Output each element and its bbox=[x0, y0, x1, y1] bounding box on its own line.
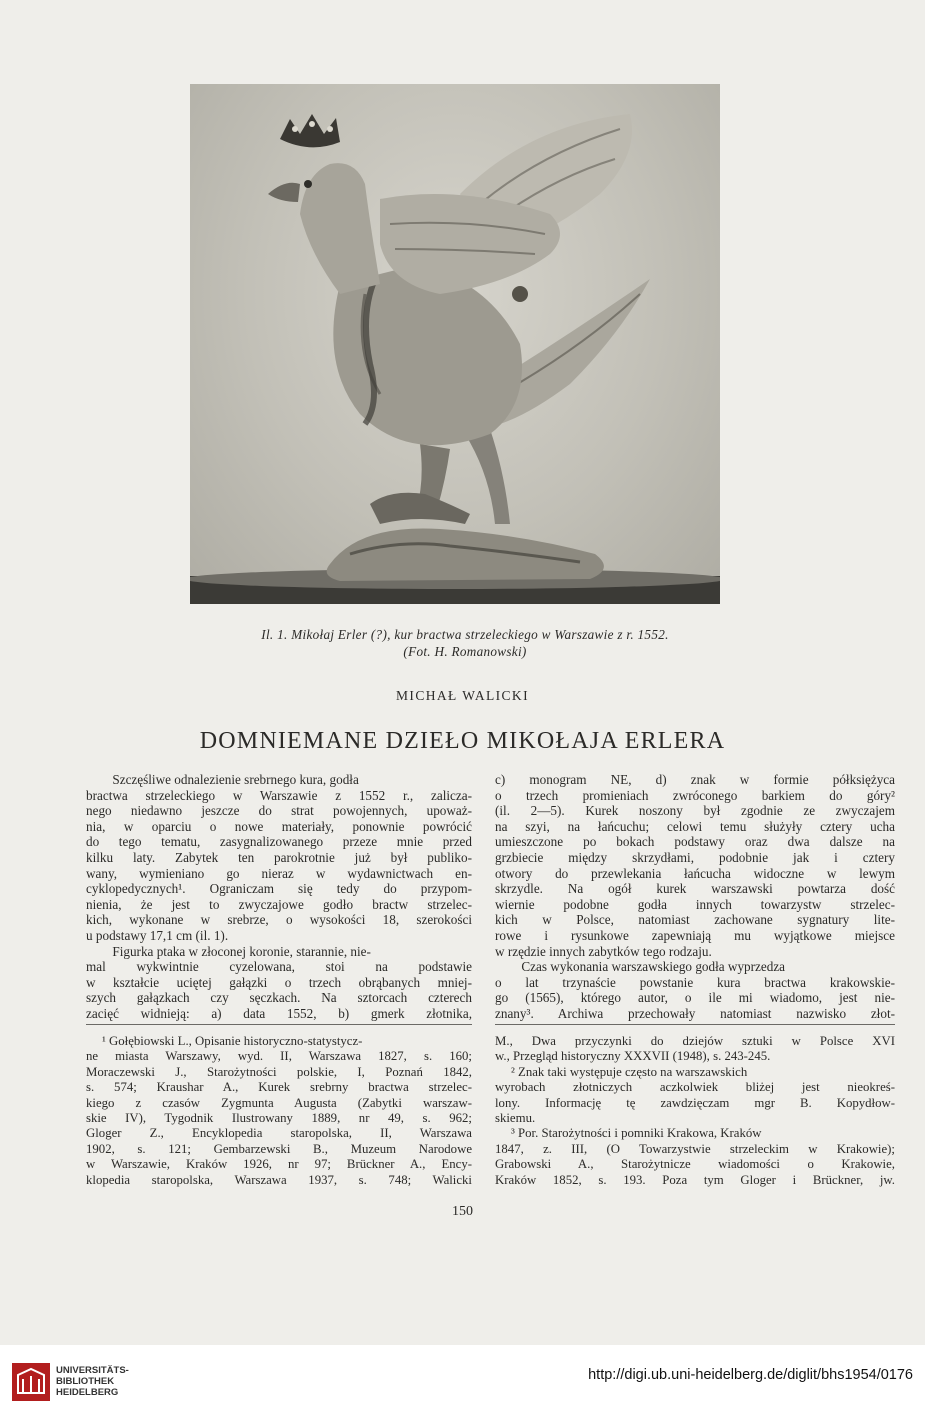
body-column-right bbox=[495, 772, 895, 1022]
figure-caption-line-1: Il. 1. Mikołaj Erler (?), kur bractwa strzeleckiego w Warszawie z r. 1552. bbox=[261, 627, 669, 642]
text-line: na szyi, na łańcuchu; celowi temu służyły cztery ucha bbox=[495, 818, 895, 834]
text-line: rowe i rysunkowe zapewniają mu wyjątkowe miejsce bbox=[495, 927, 895, 943]
article-title: DOMNIEMANE DZIEŁO MIKOŁAJA ERLERA bbox=[199, 728, 726, 754]
footnote-line: lony. Informację tę zawdzięczam mgr B. Kopydłow- bbox=[495, 1095, 895, 1110]
footnote-line: kiego z czasów Zygmunta Augusta (Zabytki warszaw- bbox=[86, 1095, 472, 1110]
text-line: Figurka ptaka w złoconej koronie, starannie, nie- bbox=[86, 943, 371, 959]
footnote-line: Gloger Z., Encyklopedia staropolska, II, Warszawa bbox=[86, 1126, 472, 1141]
library-footer bbox=[0, 1345, 925, 1420]
footnote-rule-right bbox=[495, 1024, 895, 1025]
footnote-line: Kraków 1852, s. 193. Poza tym Gloger i Brückner, jw. bbox=[495, 1172, 895, 1187]
text-line: otwory do przewlekania łańcucha widoczne w lewym bbox=[495, 865, 895, 881]
text-line: kich w Polsce, natomiast zachowane sygnatury lite- bbox=[495, 912, 895, 928]
footnote-line: Grabowski A., Starożytnicze wiadomości o Krakowie, bbox=[495, 1157, 895, 1172]
text-line: nia, w oparciu o nowe materiały, ponownie powrócić bbox=[86, 818, 472, 834]
library-name-line-1: UNIVERSITÄTS- bbox=[56, 1365, 129, 1376]
text-line: wiernie podobne godła innych towarzystw strzelec- bbox=[495, 896, 895, 912]
footnote-line: skie IV), Tygodnik Ilustrowany 1889, nr 49, s. 962; bbox=[86, 1111, 472, 1126]
text-line: grzbiecie między skrzydłami, podobnie jak i cztery bbox=[495, 849, 895, 865]
text-line: mal wykwintnie cyzelowana, stoi na podstawie bbox=[86, 959, 472, 975]
text-line: bractwa strzeleckiego w Warszawie z 1552 r., zalicza- bbox=[86, 787, 472, 803]
footnote-line: w Warszawie, Kraków 1926, nr 97; Brückner A., Ency- bbox=[86, 1157, 472, 1172]
footnote-line: 1902, s. 121; Gembarzewski B., Muzeum Narodowe bbox=[86, 1141, 472, 1156]
footnote-line: ¹ Gołębiowski L., Opisanie historyczno-statystycz- bbox=[86, 1034, 363, 1048]
footnote-line: ³ Por. Starożytności i pomniki Krakowa, Kraków bbox=[495, 1126, 762, 1141]
text-line: c) monogram NE, d) znak w formie półksiężyca bbox=[495, 772, 895, 787]
text-line: o lat trzynaście powstanie kura bractwa krakowskie- bbox=[495, 974, 895, 990]
footnote-line: ² Znak taki występuje często na warszawskich bbox=[495, 1064, 748, 1079]
library-name bbox=[56, 1365, 129, 1398]
text-line: (il. 2—5). Kurek noszony był zgodnie ze zwyczajem bbox=[495, 803, 895, 819]
footnote-line: wyrobach złotniczych aczkolwiek bliżej jest nieokreś- bbox=[495, 1080, 895, 1095]
text-line: nego niedawno jeszcze do strat powojennych, upoważ- bbox=[86, 803, 472, 819]
article-author: MICHAŁ WALICKI bbox=[396, 688, 529, 703]
footnote-line: M., Dwa przyczynki do dziejów sztuki w Polsce XVI bbox=[495, 1034, 895, 1048]
library-name-line-3: HEIDELBERG bbox=[56, 1387, 119, 1398]
footnote-line: 1847, z. III, (O Towarzystwie strzeleckim w Krakowie); bbox=[495, 1141, 895, 1156]
text-line: o trzech promieniach zwróconego barkiem do góry² bbox=[495, 787, 895, 803]
text-line: nienia, że jest to zwyczajowe godło bractw strzelec- bbox=[86, 896, 472, 912]
text-line: go (1565), którego autor, o ile mi wiadomo, jest nie- bbox=[495, 990, 895, 1006]
text-line: cyklopedycznych¹. Ograniczam się tedy do przypom- bbox=[86, 881, 472, 897]
footnote-line: ne miasta Warszawy, wyd. II, Warszawa 1827, s. 160; bbox=[86, 1049, 472, 1064]
footnote-line: klopedia staropolska, Warszawa 1937, s. 748; Walicki bbox=[86, 1172, 472, 1187]
text-line: kilku laty. Zabytek ten parokrotnie już był publiko- bbox=[86, 849, 472, 865]
footnote-line: w., Przegląd historyczny XXXVII (1948), s. 243-245. bbox=[495, 1049, 771, 1064]
text-line: u podstawy 17,1 cm (il. 1). bbox=[86, 927, 229, 943]
source-url-link[interactable]: http://digi.ub.uni-heidelberg.de/diglit/bhs1954/0176 bbox=[588, 1367, 913, 1383]
footnotes-right bbox=[495, 1034, 895, 1188]
figure-photo-silver-rooster bbox=[190, 84, 720, 604]
footnotes-left bbox=[86, 1034, 472, 1188]
text-line: w kształcie uciętej gałązki o trzech obrąbanych mniej- bbox=[86, 974, 472, 990]
library-name-line-2: BIBLIOTHEK bbox=[56, 1376, 115, 1387]
library-logo-icon bbox=[12, 1363, 50, 1401]
footnote-line: skiemu. bbox=[495, 1111, 536, 1126]
footnote-rule-left bbox=[86, 1024, 472, 1025]
text-line: do tego tematu, zasygnalizowanego przeze mnie przed bbox=[86, 834, 472, 850]
figure-caption-line-2: (Fot. H. Romanowski) bbox=[403, 644, 527, 659]
text-line: kich, wykonane w srebrze, o wysokości 18, szerokości bbox=[86, 912, 472, 928]
text-line: w rzędzie innych zabytków tego rodzaju. bbox=[495, 943, 712, 959]
page-number: 150 bbox=[452, 1204, 473, 1219]
text-line: znany³. Archiwa przechowały natomiast nazwisko złot- bbox=[495, 1005, 895, 1021]
text-line: umieszczone po bokach podstawy oraz dwa dalsze na bbox=[495, 834, 895, 850]
text-line: wany, wymieniano go nieraz w wydawnictwach en- bbox=[86, 865, 472, 881]
figure-caption bbox=[120, 626, 810, 660]
text-line: Czas wykonania warszawskiego godła wyprzedza bbox=[495, 959, 786, 975]
text-line: zacięć widnieją: a) data 1552, b) gmerk złotnika, bbox=[86, 1005, 472, 1021]
body-column-left bbox=[86, 772, 472, 1022]
text-line: skrzydle. Na ogół kurek warszawski powtarza dość bbox=[495, 881, 895, 897]
text-line: szych gałązkach czy sęczkach. Na sztorcach czterech bbox=[86, 990, 472, 1006]
footnote-line: s. 574; Kraushar A., Kurek srebrny bractwa strzelec- bbox=[86, 1080, 472, 1095]
text-line: Szczęśliwe odnalezienie srebrnego kura, godła bbox=[86, 772, 359, 787]
footnote-line: Moraczewski J., Starożytności polskie, I, Poznań 1842, bbox=[86, 1064, 472, 1079]
